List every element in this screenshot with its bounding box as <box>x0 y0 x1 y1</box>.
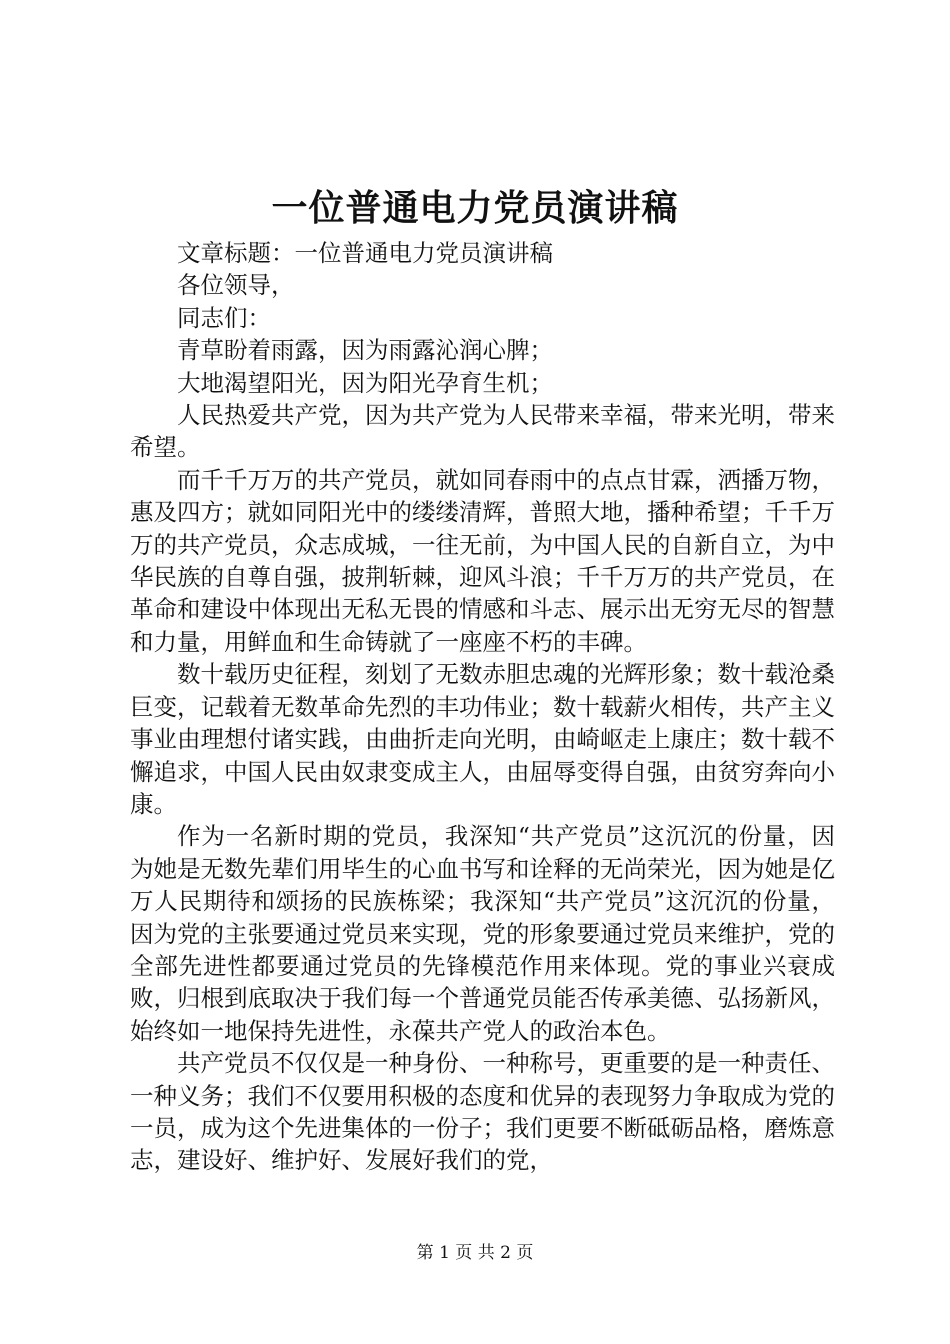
paragraph: 共产党员不仅仅是一种身份、一种称号，更重要的是一种责任、一种义务；我们不仅要用积极的态度和优异的表现努力争取成为党的一员，成为这个先进集体的一份子；我们更要不断砥砺品格，磨炼意志，建设好、维护好、发展好我们的党， <box>130 1049 835 1175</box>
paragraph-salutation-leaders: 各位领导， <box>177 271 295 300</box>
paragraph: 而千千万万的共产党员，就如同春雨中的点点甘霖，洒播万物，惠及四方；就如同阳光中的缕缕清辉，普照大地，播种希望；千千万万的共产党员，众志成城，一往无前，为中国人民的自新自立，为中华民族的自尊自强，披荆斩棘，迎风斗浪；千千万万的共产党员，在革命和建设中体现出无私无畏的情感和斗志、展示出无穷无尽的智慧和力量，用鲜血和生命铸就了一座座不朽的丰碑。 <box>130 465 835 656</box>
paragraph-salutation-comrades: 同志们： <box>177 303 271 332</box>
document-title: 一位普通电力党员演讲稿 <box>271 187 679 229</box>
paragraph: 人民热爱共产党，因为共产党为人民带来幸福，带来光明，带来希望。 <box>130 401 835 462</box>
paragraph: 数十载历史征程，刻划了无数赤胆忠魂的光辉形象；数十载沧桑巨变，记载着无数革命先烈的丰功伟业；数十载薪火相传，共产主义事业由理想付诸实践，由曲折走向光明，由崎岖走上康庄；数十载不懈追求，中国人民由奴隶变成主人，由屈辱变得自强，由贫穷奔向小康。 <box>130 660 835 818</box>
paragraph: 作为一名新时期的党员，我深知“共产党员”这沉沉的份量，因为她是无数先辈们用毕生的心血书写和诠释的无尚荣光，因为她是亿万人民期待和颂扬的民族栋梁；我深知“共产党员”这沉沉的份量，因为党的主张要通过党员来实现，党的形象要通过党员来维护，党的全部先进性都要通过党员的先锋模范作用来体现。党的事业兴衰成败，归根到底取决于我们每一个普通党员能否传承美德、弘扬新风，始终如一地保持先进性，永葆共产党人的政治本色。 <box>130 822 835 1045</box>
paragraph: 青草盼着雨露，因为雨露沁润心脾； <box>177 336 553 365</box>
paragraph: 大地渴望阳光，因为阳光孕育生机； <box>177 368 553 397</box>
page-number-footer: 第 1 页 共 2 页 <box>416 1243 534 1263</box>
paragraph-article-title: 文章标题：一位普通电力党员演讲稿 <box>177 239 553 267</box>
document-body <box>130 237 835 1177</box>
